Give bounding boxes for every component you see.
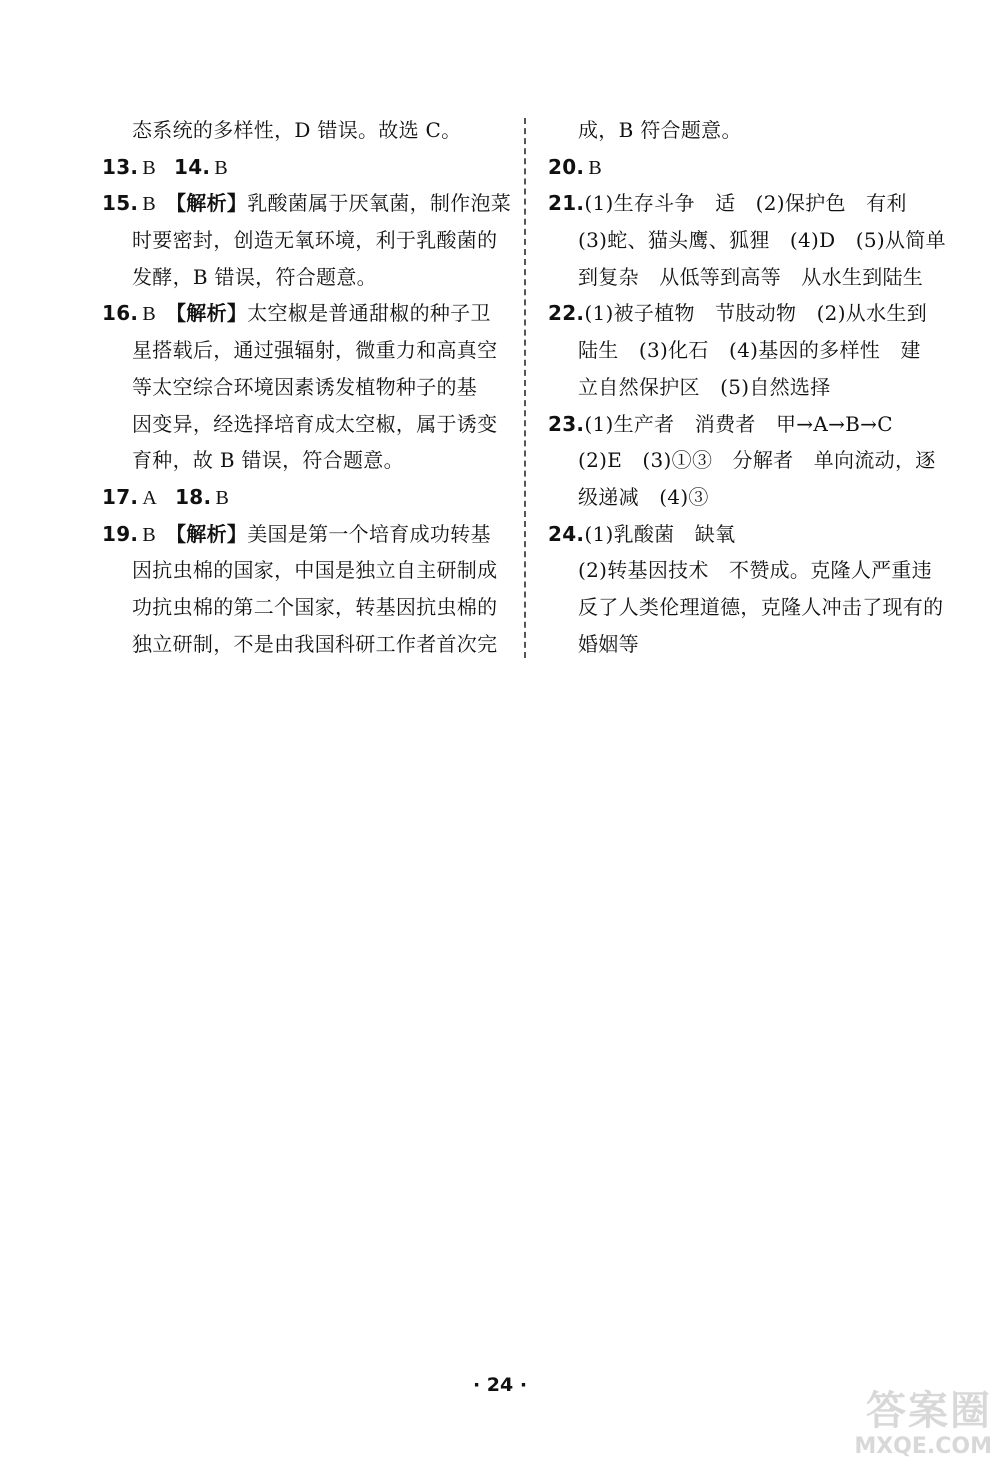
answer-text: (3)蛇、猫头鹰、狐狸 (4)D (5)从简单 — [578, 228, 946, 253]
question-22 — [548, 295, 953, 332]
answer: B — [142, 156, 156, 179]
question-number: 15. — [102, 191, 139, 216]
explanation-text: 乳酸菌属于厌氧菌，制作泡菜 — [247, 191, 512, 216]
explanation-text: 因变异，经选择培育成太空椒，属于诱变 — [132, 411, 498, 436]
answer-text: (1)乳酸菌 缺氧 — [584, 521, 736, 546]
answer-text: 到复杂 从低等到高等 从水生到陆生 — [578, 264, 924, 289]
question-number: 23. — [548, 411, 585, 436]
question-number: 16. — [102, 301, 139, 326]
question-number: 19. — [102, 521, 139, 546]
answer-text: 反了人类伦理道德，克隆人冲击了现有的 — [578, 594, 944, 619]
answer-text: 级递减 (4)③ — [578, 484, 709, 509]
answer-text: (2)转基因技术 不赞成。克隆人严重违 — [578, 558, 933, 583]
question-number: 21. — [548, 191, 585, 216]
left-column — [102, 112, 512, 662]
question-number: 24. — [548, 521, 585, 546]
watermark-url: MXQE.COM — [854, 1434, 992, 1459]
analysis-tag: 【解析】 — [165, 521, 248, 546]
question-number: 14. — [173, 154, 211, 179]
column-divider — [524, 118, 526, 658]
explanation-text: 星搭载后，通过强辐射，微重力和高真空 — [132, 338, 498, 363]
question-24 — [548, 516, 953, 553]
answer-text: 婚姻等 — [578, 631, 639, 656]
question-21 — [548, 185, 953, 222]
question-number: 22. — [548, 301, 585, 326]
answer-line-20 — [548, 149, 953, 186]
question-16 — [102, 295, 502, 332]
text-line: 态系统的多样性，D 错误。故选 C。 — [132, 118, 462, 142]
answer-line-17-18 — [102, 479, 502, 516]
explanation-text: 功抗虫棉的第二个国家，转基因抗虫棉的 — [132, 594, 498, 619]
question-number: 20. — [548, 154, 585, 179]
question-15 — [102, 185, 512, 222]
answer-line-13-14 — [102, 149, 502, 186]
question-19 — [102, 516, 502, 553]
answer: B — [142, 523, 156, 546]
answer: A — [142, 486, 158, 509]
answer: B — [588, 156, 602, 179]
explanation-text: 因抗虫棉的国家，中国是独立自主研制成 — [132, 558, 498, 583]
right-column — [548, 112, 953, 662]
question-23 — [548, 406, 953, 443]
answer: B — [214, 156, 228, 179]
explanation-text: 等太空综合环境因素诱发植物种子的基 — [132, 374, 478, 399]
explanation-text: 发酵，B 错误，符合题意。 — [132, 264, 377, 289]
text-line: 成，B 符合题意。 — [578, 118, 742, 142]
answer: B — [215, 486, 230, 509]
question-number: 18. — [175, 484, 212, 509]
answer-text: (1)生存斗争 适 (2)保护色 有利 — [584, 191, 907, 216]
answer-text: (1)生产者 消费者 甲→A→B→C — [584, 411, 893, 436]
answer: B — [142, 303, 156, 326]
answer: B — [142, 193, 156, 216]
explanation-text: 时要密封，创造无氧环境，利于乳酸菌的 — [132, 228, 498, 253]
analysis-tag: 【解析】 — [165, 191, 248, 216]
answer-text: (1)被子植物 节肢动物 (2)从水生到 — [584, 301, 928, 326]
answer-text: 陆生 (3)化石 (4)基因的多样性 建 — [578, 338, 921, 363]
question-number: 13. — [102, 154, 139, 179]
question-number: 17. — [102, 484, 139, 509]
explanation-text: 美国是第一个培育成功转基 — [247, 521, 491, 546]
answer-text: (2)E (3)①③ 分解者 单向流动，逐 — [578, 448, 936, 473]
watermark-logo — [842, 1388, 992, 1468]
explanation-text: 太空椒是普通甜椒的种子卫 — [247, 301, 491, 326]
analysis-tag: 【解析】 — [165, 301, 248, 326]
explanation-text: 育种，故 B 错误，符合题意。 — [132, 448, 404, 473]
page-number: · 24 · — [472, 1374, 528, 1396]
watermark-text: 答案圈 — [866, 1388, 992, 1434]
explanation-text: 独立研制，不是由我国科研工作者首次完 — [132, 631, 498, 656]
answer-text: 立自然保护区 (5)自然选择 — [578, 374, 831, 399]
